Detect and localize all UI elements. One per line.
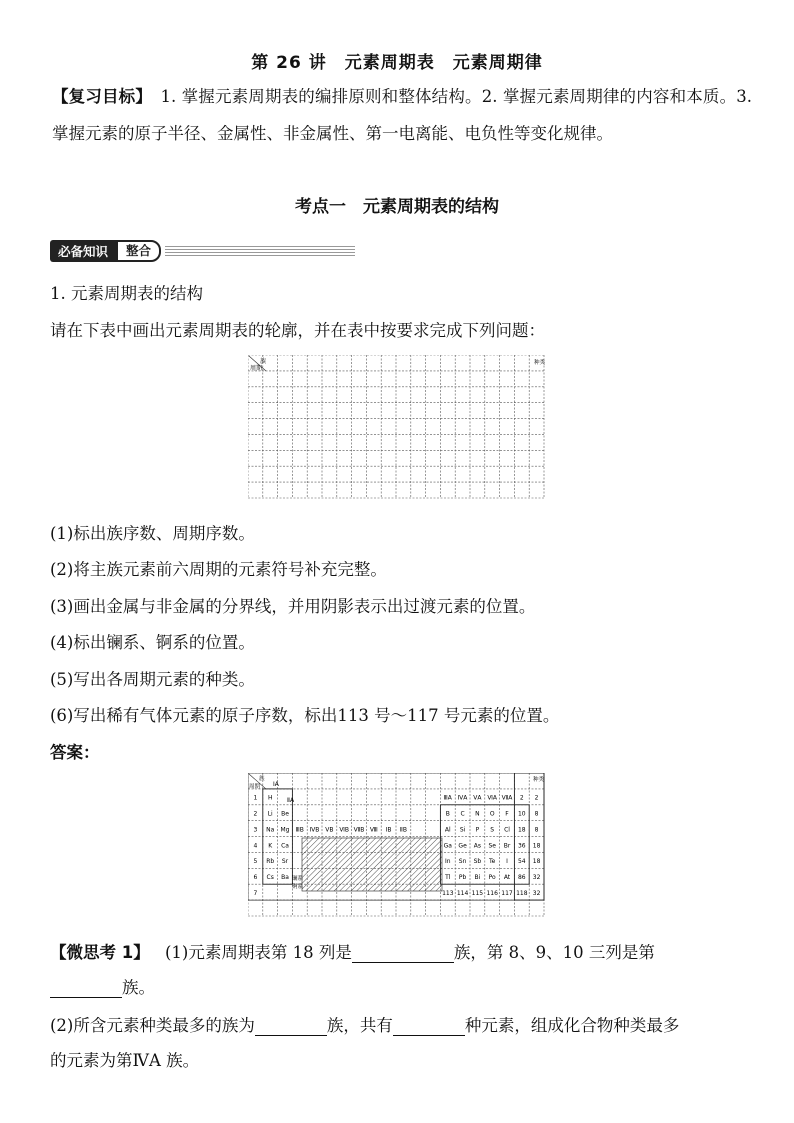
element-symbol: Rb (266, 858, 275, 866)
main-group-header: ⅥA (487, 794, 498, 802)
element-symbol: N (475, 810, 480, 818)
answer-periodic-table (248, 773, 546, 918)
transition-group-header: ⅤB (325, 826, 334, 834)
element-symbol: Ba (281, 874, 289, 882)
transition-group-header: Ⅷ (369, 826, 378, 834)
element-count: 2 (534, 794, 539, 802)
element-symbol: Tl (445, 874, 451, 882)
noble-gas-number: 118 (516, 890, 528, 898)
group-iia-label: ⅡA (287, 797, 295, 804)
main-group-header: ⅢA (443, 794, 452, 802)
element-symbol: Li (267, 810, 273, 818)
transition-group-header: ⅢB (295, 826, 304, 834)
element-symbol: Cs (266, 874, 274, 882)
task-2: (2)将主族元素前六周期的元素符号补充完整。 (50, 560, 387, 579)
answer-blank-2[interactable] (50, 981, 122, 998)
blank-grid-lines (248, 355, 544, 498)
element-symbol: Bi (474, 874, 481, 882)
answer-blank-3[interactable] (255, 1019, 327, 1036)
element-symbol: Ga (443, 842, 452, 850)
knowledge-badge (50, 240, 355, 262)
element-symbol: O (489, 810, 495, 818)
element-symbol: In (445, 858, 451, 866)
noble-gas-number: 10 (517, 810, 526, 818)
element-symbol: Na (266, 826, 275, 834)
instruction: 请在下表中画出元素周期表的轮廓，并在表中按要求完成下列问题： (50, 321, 545, 340)
element-symbol: F (505, 810, 509, 818)
transition-group-header: ⅦB (353, 826, 365, 834)
think-q1-part-c: 族。 (122, 978, 155, 997)
period-number: 1 (253, 794, 258, 802)
subheading: 1. 元素周期表的结构 (50, 284, 203, 303)
think-q2-part-c: 种元素，组成化合物种类最多 (464, 1016, 680, 1035)
element-symbol: P (475, 826, 480, 834)
element-symbol: Pb (458, 874, 467, 882)
element-symbol: Al (444, 826, 451, 834)
element-symbol: I (506, 858, 508, 866)
transition-group-header: ⅥB (339, 826, 350, 834)
badge-left: 必备知识 (50, 240, 116, 262)
blank-periodic-grid (248, 355, 546, 500)
actinide-label: 锕系 (292, 884, 304, 890)
element-symbol: Mg (280, 826, 290, 834)
element-symbol: S (490, 826, 495, 834)
element-count: 32 (532, 874, 541, 882)
main-group-header: ⅦA (501, 794, 513, 802)
element-symbol: Te (489, 858, 496, 866)
page-title: 第 26 讲 元素周期表 元素周期律 (251, 53, 543, 73)
element-count: 32 (532, 890, 541, 898)
element-symbol: B (445, 810, 450, 818)
noble-gas-number: 86 (517, 874, 526, 882)
period-number: 7 (253, 890, 258, 898)
noble-gas-number: 54 (517, 858, 526, 866)
review-objectives (52, 78, 752, 152)
noble-gas-number: 36 (517, 842, 526, 850)
period-number: 4 (253, 842, 258, 850)
transition-group-header: ⅡB (399, 826, 407, 834)
element-symbol: 117 (501, 890, 513, 898)
element-count: 8 (534, 810, 539, 818)
period-number: 6 (253, 874, 258, 882)
blank-corner-period: 周期 (250, 365, 263, 372)
element-count: 8 (534, 826, 539, 834)
element-symbol: H (267, 794, 273, 802)
review-text: 1. 掌握元素周期表的编排原则和整体结构。2. 掌握元素周期律的内容和本质。3. 掌握元素的原子半径、金属性、非金属性、第一电离能、电负性等变化规律。 (52, 87, 753, 143)
element-count: 18 (532, 842, 541, 850)
think-q1-part-b: 族，第 8、9、10 三列是第 (453, 943, 655, 962)
element-symbol: As (473, 842, 482, 850)
element-symbol: Si (459, 826, 466, 834)
element-symbol: At (503, 874, 511, 882)
main-group-header: ⅣA (457, 794, 468, 802)
think-question-1-cont (50, 974, 155, 998)
period-number: 3 (253, 826, 258, 834)
task-5: (5)写出各周期元素的种类。 (50, 670, 255, 689)
element-symbol: Se (488, 842, 496, 850)
noble-gas-number: 18 (517, 826, 526, 834)
main-group-header: ⅤA (473, 794, 482, 802)
element-symbol: Be (281, 810, 289, 818)
element-symbol: 114 (456, 890, 469, 898)
think-question-2-cont: 的元素为第ⅣA 族。 (50, 1051, 200, 1070)
section-title: 考点一 元素周期表的结构 (295, 197, 499, 217)
answer-corner-period: 周期 (249, 784, 261, 790)
element-symbol: Ge (458, 842, 467, 850)
element-symbol: Sn (458, 858, 467, 866)
transition-group-header: ⅣB (309, 826, 320, 834)
task-4: (4)标出镧系、锕系的位置。 (50, 633, 255, 652)
period-number: 5 (253, 858, 258, 866)
badge-right: 整合 (116, 240, 161, 262)
element-count: 18 (532, 858, 541, 866)
think-q2-part-b: 族，共有 (326, 1016, 393, 1035)
blank-corner-group: 族 (260, 358, 267, 365)
answer-kinds-header: 种类 (533, 777, 545, 783)
answer-blank-1[interactable] (352, 946, 454, 963)
noble-gas-number: 2 (519, 794, 524, 802)
group-ia-label: IA (273, 781, 279, 788)
period-number: 2 (253, 810, 258, 818)
think-label: 【微思考 1】 (50, 943, 150, 962)
task-6: (6)写出稀有气体元素的原子序数，标出113 号～117 号元素的位置。 (50, 706, 560, 725)
answer-corner-group: 族 (259, 776, 265, 782)
think-question-1 (50, 939, 655, 963)
element-symbol: C (460, 810, 465, 818)
think-q2-part-a: (2)所含元素种类最多的族为 (50, 1016, 255, 1035)
element-symbol: Br (503, 842, 511, 850)
answer-label: 答案： (50, 743, 100, 762)
answer-blank-4[interactable] (393, 1019, 465, 1036)
element-symbol: 116 (486, 890, 498, 898)
lanthanide-label: 镧系 (292, 876, 304, 882)
element-symbol: Sb (473, 858, 482, 866)
element-symbol: Cl (504, 826, 510, 834)
review-label: 【复习目标】 (52, 87, 144, 106)
element-symbol: 113 (442, 890, 454, 898)
transition-metal-shading (302, 838, 442, 891)
element-symbol: Sr (281, 858, 289, 866)
think-question-2 (50, 1012, 679, 1036)
element-symbol: 115 (471, 890, 484, 898)
element-symbol: Po (488, 874, 496, 882)
element-symbol: K (268, 842, 273, 850)
element-symbol: Ca (281, 842, 289, 850)
think-q1-part-a: (1)元素周期表第 18 列是 (164, 943, 352, 962)
blank-kinds-header: 种类 (534, 360, 546, 366)
transition-group-header: ⅠB (385, 826, 392, 834)
task-3: (3)画出金属与非金属的分界线，并用阴影表示出过渡元素的位置。 (50, 597, 536, 616)
badge-rule (165, 246, 355, 256)
task-1: (1)标出族序数、周期序数。 (50, 524, 255, 543)
